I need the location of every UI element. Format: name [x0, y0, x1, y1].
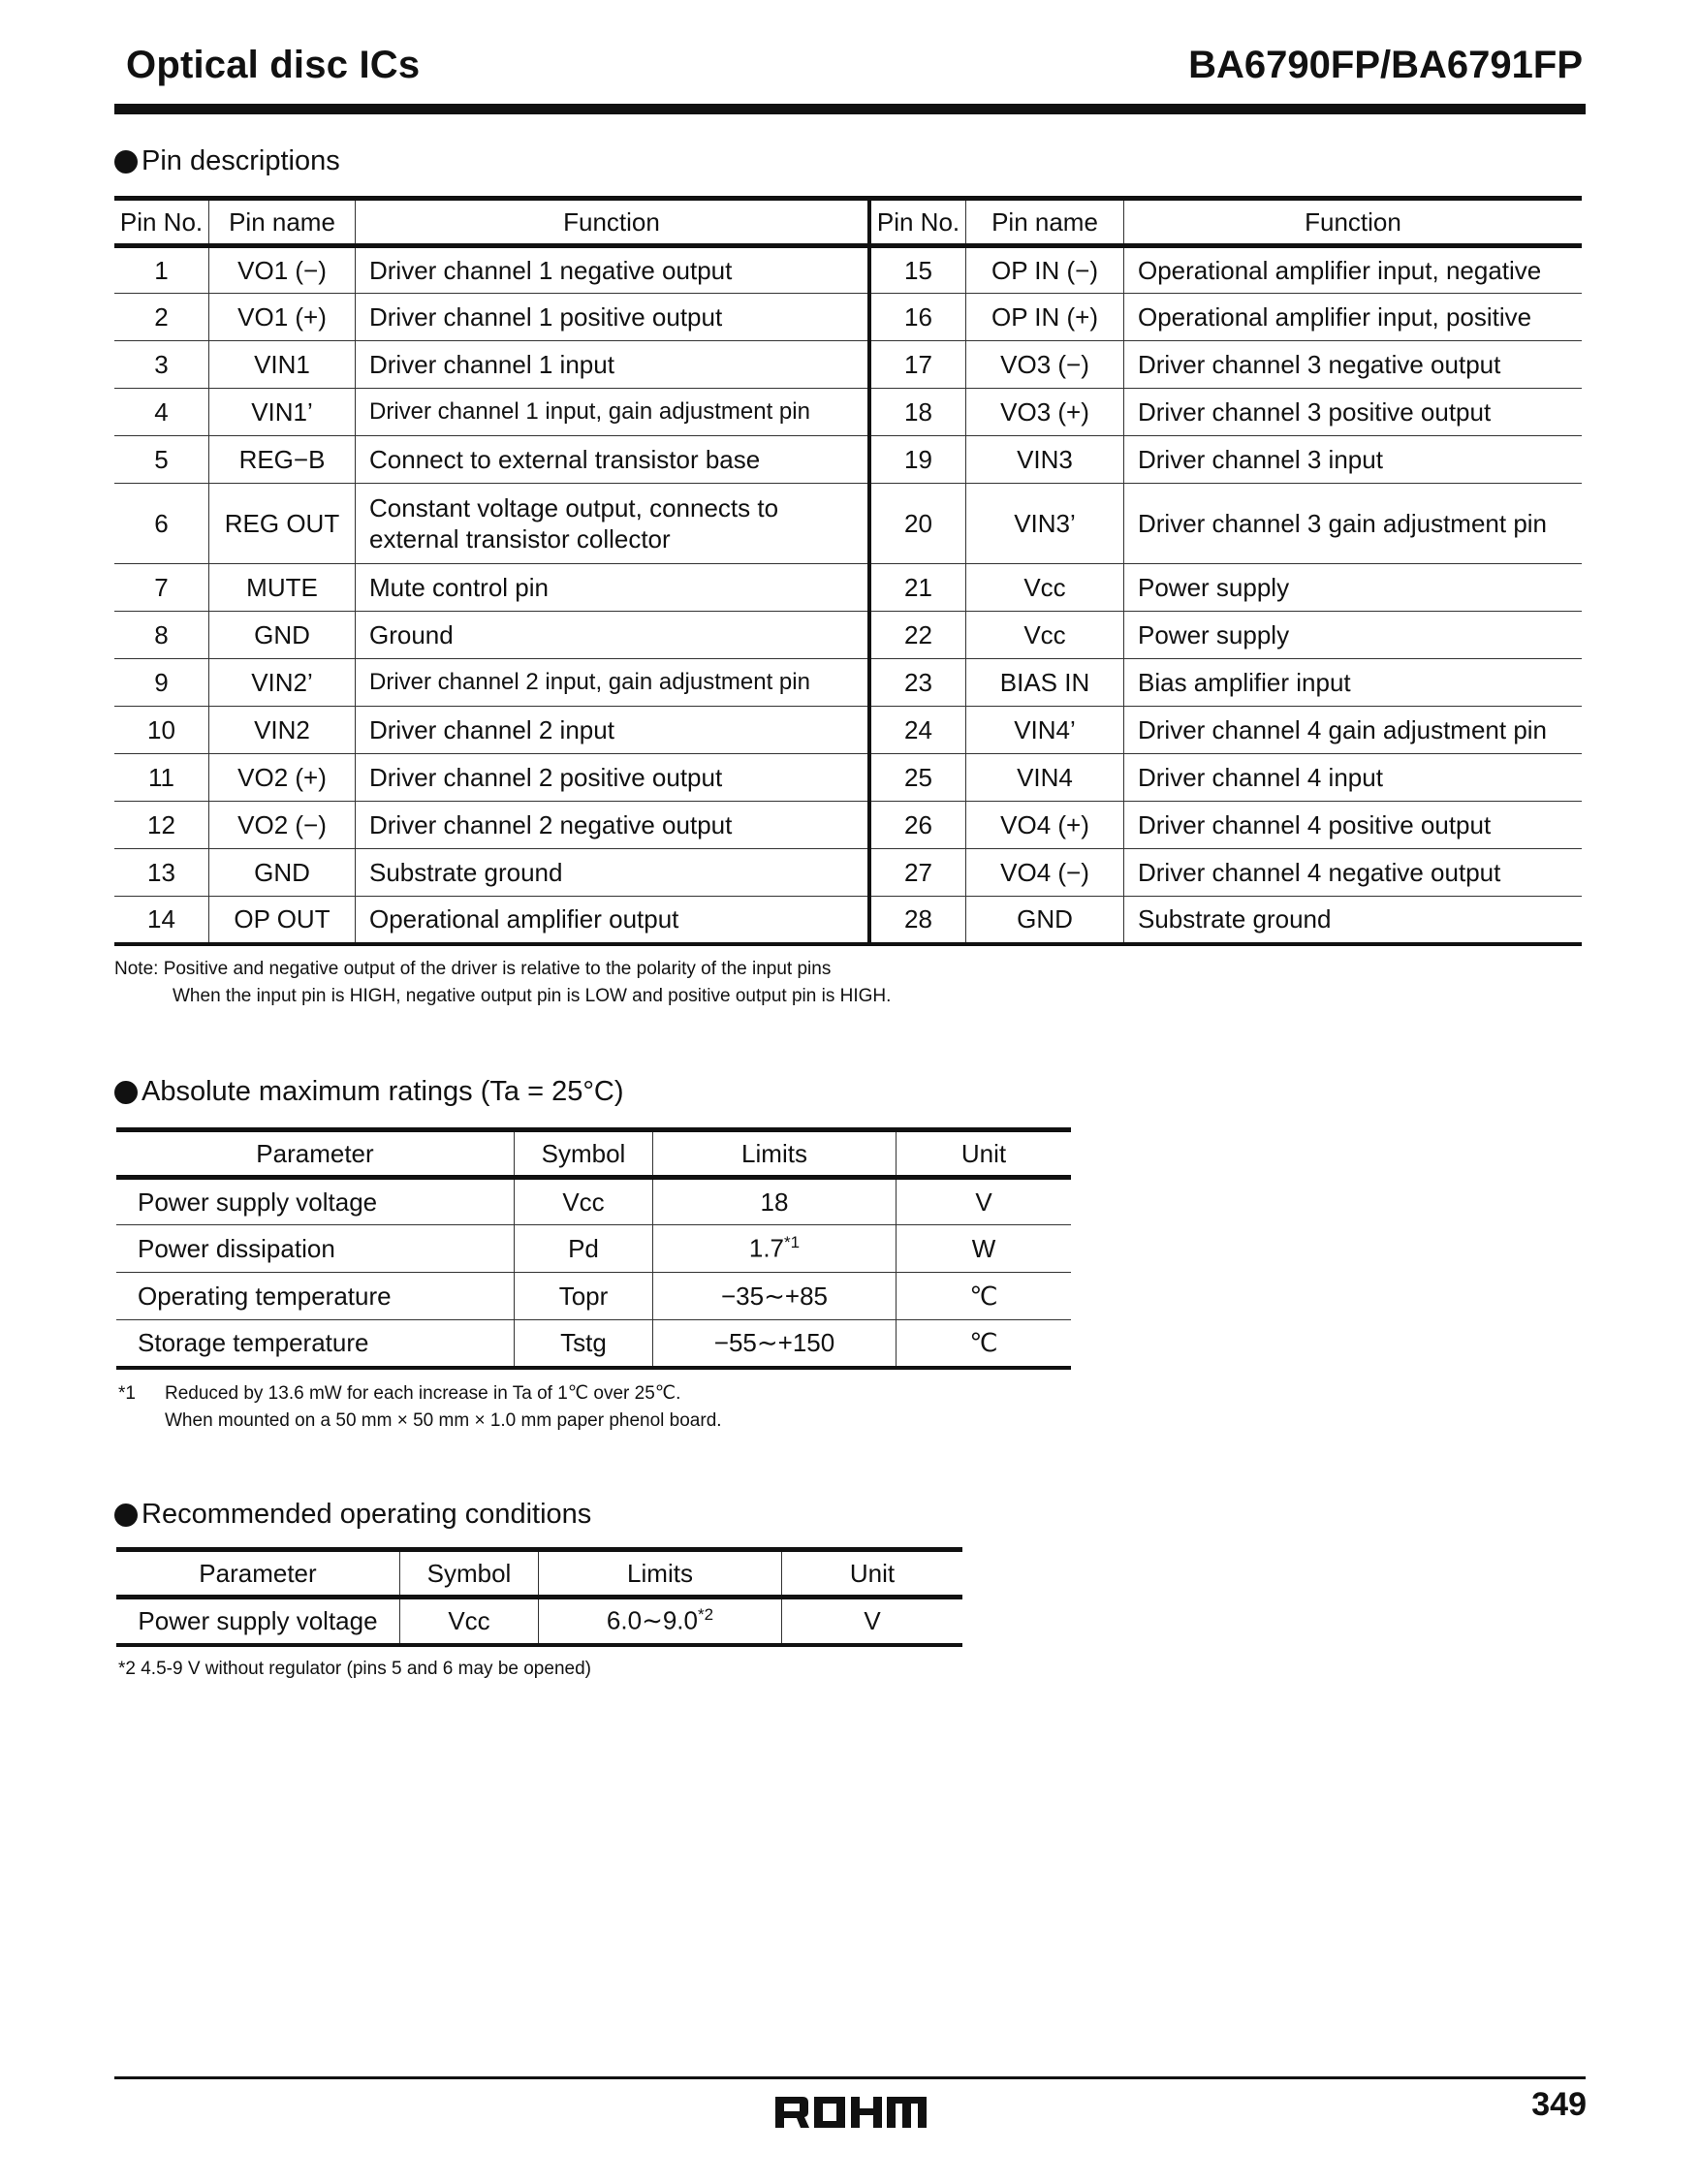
table-row	[114, 659, 1582, 707]
table-row	[114, 754, 1582, 802]
table-row	[114, 484, 1582, 564]
table-header-row	[114, 199, 1582, 246]
pin-number-cell: 10	[114, 707, 209, 754]
pin-name-cell: VO2 (−)	[209, 802, 356, 849]
limits-value: −35∼+85	[721, 1281, 828, 1311]
footnote-line: When mounted on a 50 mm × 50 mm × 1.0 mm paper phenol board.	[165, 1410, 722, 1431]
pin-function-cell: Driver channel 3 negative output	[1124, 341, 1583, 389]
pin-name-cell: GND	[209, 612, 356, 659]
column-header: Parameter	[116, 1550, 400, 1598]
rec-conditions-title: Recommended operating conditions	[142, 1499, 592, 1530]
document-category-title: Optical disc ICs	[126, 44, 421, 86]
pin-name-cell: VIN4’	[966, 707, 1124, 754]
pin-function-cell: Driver channel 4 negative output	[1124, 849, 1583, 897]
table-row	[114, 436, 1582, 484]
table-row	[114, 246, 1582, 294]
pin-function-cell: Driver channel 2 positive output	[356, 754, 870, 802]
pin-function-cell: Operational amplifier input, positive	[1124, 294, 1583, 341]
table-row	[114, 294, 1582, 341]
pin-number-cell: 23	[869, 659, 966, 707]
parameter-cell: Power supply voltage	[116, 1178, 515, 1225]
symbol-cell: Tstg	[515, 1320, 653, 1368]
pin-number-cell: 22	[869, 612, 966, 659]
pin-number-cell: 27	[869, 849, 966, 897]
table-row	[116, 1598, 962, 1645]
parameter-cell: Power supply voltage	[116, 1598, 400, 1645]
abs-footnote	[118, 1380, 722, 1435]
limits-cell	[653, 1320, 897, 1368]
pin-descriptions-table	[114, 196, 1582, 946]
pin-name-cell: Vcc	[966, 612, 1124, 659]
table-row	[114, 341, 1582, 389]
table-row	[114, 897, 1582, 944]
pin-number-cell: 28	[869, 897, 966, 944]
page-number: 349	[1531, 2086, 1587, 2123]
parameter-cell: Storage temperature	[116, 1320, 515, 1368]
footer-rule	[114, 2076, 1586, 2079]
pin-number-cell: 15	[869, 246, 966, 294]
pin-function-cell: Driver channel 1 input, gain adjustment pin	[356, 389, 870, 436]
footnote-line: Reduced by 13.6 mW for each increase in Ta of 1℃ over 25℃.	[165, 1383, 681, 1404]
pin-name-cell: VIN2	[209, 707, 356, 754]
part-number-title: BA6790FP/BA6791FP	[1188, 44, 1583, 86]
pin-number-cell: 2	[114, 294, 209, 341]
pin-function-cell: Driver channel 4 gain adjustment pin	[1124, 707, 1583, 754]
pin-name-cell: VIN3’	[966, 484, 1124, 564]
footnote-mark: *1	[118, 1383, 136, 1404]
parameter-cell: Power dissipation	[116, 1225, 515, 1273]
header-rule	[114, 104, 1586, 114]
column-header: Symbol	[400, 1550, 539, 1598]
pin-name-cell: VO3 (−)	[966, 341, 1124, 389]
note-line: When the input pin is HIGH, negative output pin is LOW and positive output pin is HIGH.	[173, 986, 892, 1006]
rec-conditions-table	[116, 1547, 962, 1647]
pin-number-cell: 6	[114, 484, 209, 564]
abs-max-table	[116, 1127, 1071, 1370]
pin-number-cell: 25	[869, 754, 966, 802]
pin-function-cell: Connect to external transistor base	[356, 436, 870, 484]
pin-function-cell: Driver channel 3 gain adjustment pin	[1124, 484, 1583, 564]
table-header-row	[116, 1130, 1071, 1178]
pin-number-cell: 17	[869, 341, 966, 389]
pin-function-cell: Driver channel 1 input	[356, 341, 870, 389]
pin-function-cell: Constant voltage output, connects to external transistor collector	[356, 484, 870, 564]
pin-number-cell: 13	[114, 849, 209, 897]
table-row	[116, 1225, 1071, 1273]
pin-number-cell: 14	[114, 897, 209, 944]
pin-number-cell: 7	[114, 564, 209, 612]
abs-max-title: Absolute maximum ratings (Ta = 25°C)	[142, 1076, 624, 1107]
pin-name-cell: VIN2’	[209, 659, 356, 707]
table-row	[116, 1320, 1071, 1368]
pin-function-cell: Power supply	[1124, 612, 1583, 659]
pin-function-cell: Bias amplifier input	[1124, 659, 1583, 707]
symbol-cell: Vcc	[400, 1598, 539, 1645]
symbol-cell: Vcc	[515, 1178, 653, 1225]
pin-function-cell: Driver channel 2 negative output	[356, 802, 870, 849]
pin-function-cell: Power supply	[1124, 564, 1583, 612]
table-row	[114, 612, 1582, 659]
footnote-ref: *2	[698, 1605, 714, 1625]
limits-value: 1.7	[748, 1233, 785, 1263]
note-line: Note: Positive and negative output of the driver is relative to the polarity of the input pins	[114, 959, 832, 979]
column-header: Limits	[539, 1550, 782, 1598]
rec-footnote: *2 4.5-9 V without regulator (pins 5 and 6 may be opened)	[118, 1659, 591, 1679]
symbol-cell: Pd	[515, 1225, 653, 1273]
table-row	[114, 802, 1582, 849]
column-header: Function	[356, 199, 870, 246]
column-header: Function	[1124, 199, 1583, 246]
pin-name-cell: VIN4	[966, 754, 1124, 802]
pin-name-cell: VO1 (+)	[209, 294, 356, 341]
pin-number-cell: 9	[114, 659, 209, 707]
column-header: Unit	[782, 1550, 963, 1598]
column-header: Pin No.	[114, 199, 209, 246]
parameter-cell: Operating temperature	[116, 1273, 515, 1320]
pin-function-cell: Driver channel 3 input	[1124, 436, 1583, 484]
bullet-icon	[114, 1503, 138, 1527]
table-header-row	[116, 1550, 962, 1598]
pin-name-cell: VO2 (+)	[209, 754, 356, 802]
pin-function-cell: Operational amplifier output	[356, 897, 870, 944]
pin-name-cell: VO4 (+)	[966, 802, 1124, 849]
pin-name-cell: REG OUT	[209, 484, 356, 564]
table-row	[114, 849, 1582, 897]
rohm-logo-icon	[773, 2093, 928, 2130]
pin-name-cell: OP IN (−)	[966, 246, 1124, 294]
unit-cell: V	[782, 1598, 963, 1645]
table-row	[116, 1178, 1071, 1225]
pin-name-cell: REG−B	[209, 436, 356, 484]
limits-cell	[539, 1598, 782, 1645]
pin-name-cell: VO3 (+)	[966, 389, 1124, 436]
pin-number-cell: 20	[869, 484, 966, 564]
pin-number-cell: 12	[114, 802, 209, 849]
pin-function-cell: Driver channel 4 input	[1124, 754, 1583, 802]
limits-cell	[653, 1273, 897, 1320]
pin-number-cell: 8	[114, 612, 209, 659]
pin-number-cell: 21	[869, 564, 966, 612]
pin-name-cell: Vcc	[966, 564, 1124, 612]
table-row	[114, 707, 1582, 754]
bullet-icon	[114, 1081, 138, 1104]
symbol-cell: Topr	[515, 1273, 653, 1320]
pin-number-cell: 24	[869, 707, 966, 754]
column-header: Pin name	[966, 199, 1124, 246]
pin-function-cell: Mute control pin	[356, 564, 870, 612]
pin-name-cell: VO4 (−)	[966, 849, 1124, 897]
pin-number-cell: 1	[114, 246, 209, 294]
unit-cell: ℃	[897, 1273, 1072, 1320]
pin-function-cell: Driver channel 1 positive output	[356, 294, 870, 341]
pin-number-cell: 19	[869, 436, 966, 484]
pin-function-cell: Driver channel 2 input	[356, 707, 870, 754]
limits-cell	[653, 1178, 897, 1225]
pin-name-cell: OP OUT	[209, 897, 356, 944]
pin-name-cell: OP IN (+)	[966, 294, 1124, 341]
rohm-logo	[773, 2093, 928, 2135]
limits-value: 18	[760, 1187, 789, 1217]
pin-function-cell: Driver channel 2 input, gain adjustment pin	[356, 659, 870, 707]
pin-function-cell: Substrate ground	[356, 849, 870, 897]
unit-cell: V	[897, 1178, 1072, 1225]
limits-value: −55∼+150	[713, 1327, 835, 1357]
unit-cell: W	[897, 1225, 1072, 1273]
column-header: Limits	[653, 1130, 897, 1178]
column-header: Unit	[897, 1130, 1072, 1178]
limits-cell	[653, 1225, 897, 1273]
unit-cell: ℃	[897, 1320, 1072, 1368]
table-row	[114, 564, 1582, 612]
pin-note	[114, 956, 891, 1010]
abs-max-heading	[114, 1076, 624, 1108]
pin-name-cell: BIAS IN	[966, 659, 1124, 707]
pin-name-cell: VO1 (−)	[209, 246, 356, 294]
pin-number-cell: 4	[114, 389, 209, 436]
rec-conditions-heading	[114, 1499, 591, 1531]
pin-function-cell: Driver channel 4 positive output	[1124, 802, 1583, 849]
table-row	[116, 1273, 1071, 1320]
pin-name-cell: MUTE	[209, 564, 356, 612]
pin-descriptions-heading	[114, 145, 340, 177]
pin-function-cell: Driver channel 1 negative output	[356, 246, 870, 294]
pin-name-cell: VIN1’	[209, 389, 356, 436]
limits-value: 6.0∼9.0	[606, 1606, 698, 1636]
column-header: Pin name	[209, 199, 356, 246]
pin-function-cell: Operational amplifier input, negative	[1124, 246, 1583, 294]
pin-number-cell: 5	[114, 436, 209, 484]
column-header: Pin No.	[869, 199, 966, 246]
footnote-ref: *1	[784, 1233, 801, 1252]
pin-name-cell: VIN3	[966, 436, 1124, 484]
pin-number-cell: 3	[114, 341, 209, 389]
pin-number-cell: 16	[869, 294, 966, 341]
column-header: Parameter	[116, 1130, 515, 1178]
pin-name-cell: GND	[209, 849, 356, 897]
pin-name-cell: GND	[966, 897, 1124, 944]
column-header: Symbol	[515, 1130, 653, 1178]
pin-descriptions-title: Pin descriptions	[142, 145, 340, 176]
pin-function-cell: Driver channel 3 positive output	[1124, 389, 1583, 436]
pin-function-cell: Ground	[356, 612, 870, 659]
pin-number-cell: 26	[869, 802, 966, 849]
pin-number-cell: 18	[869, 389, 966, 436]
pin-function-cell: Substrate ground	[1124, 897, 1583, 944]
pin-name-cell: VIN1	[209, 341, 356, 389]
pin-number-cell: 11	[114, 754, 209, 802]
table-row	[114, 389, 1582, 436]
bullet-icon	[114, 150, 138, 174]
